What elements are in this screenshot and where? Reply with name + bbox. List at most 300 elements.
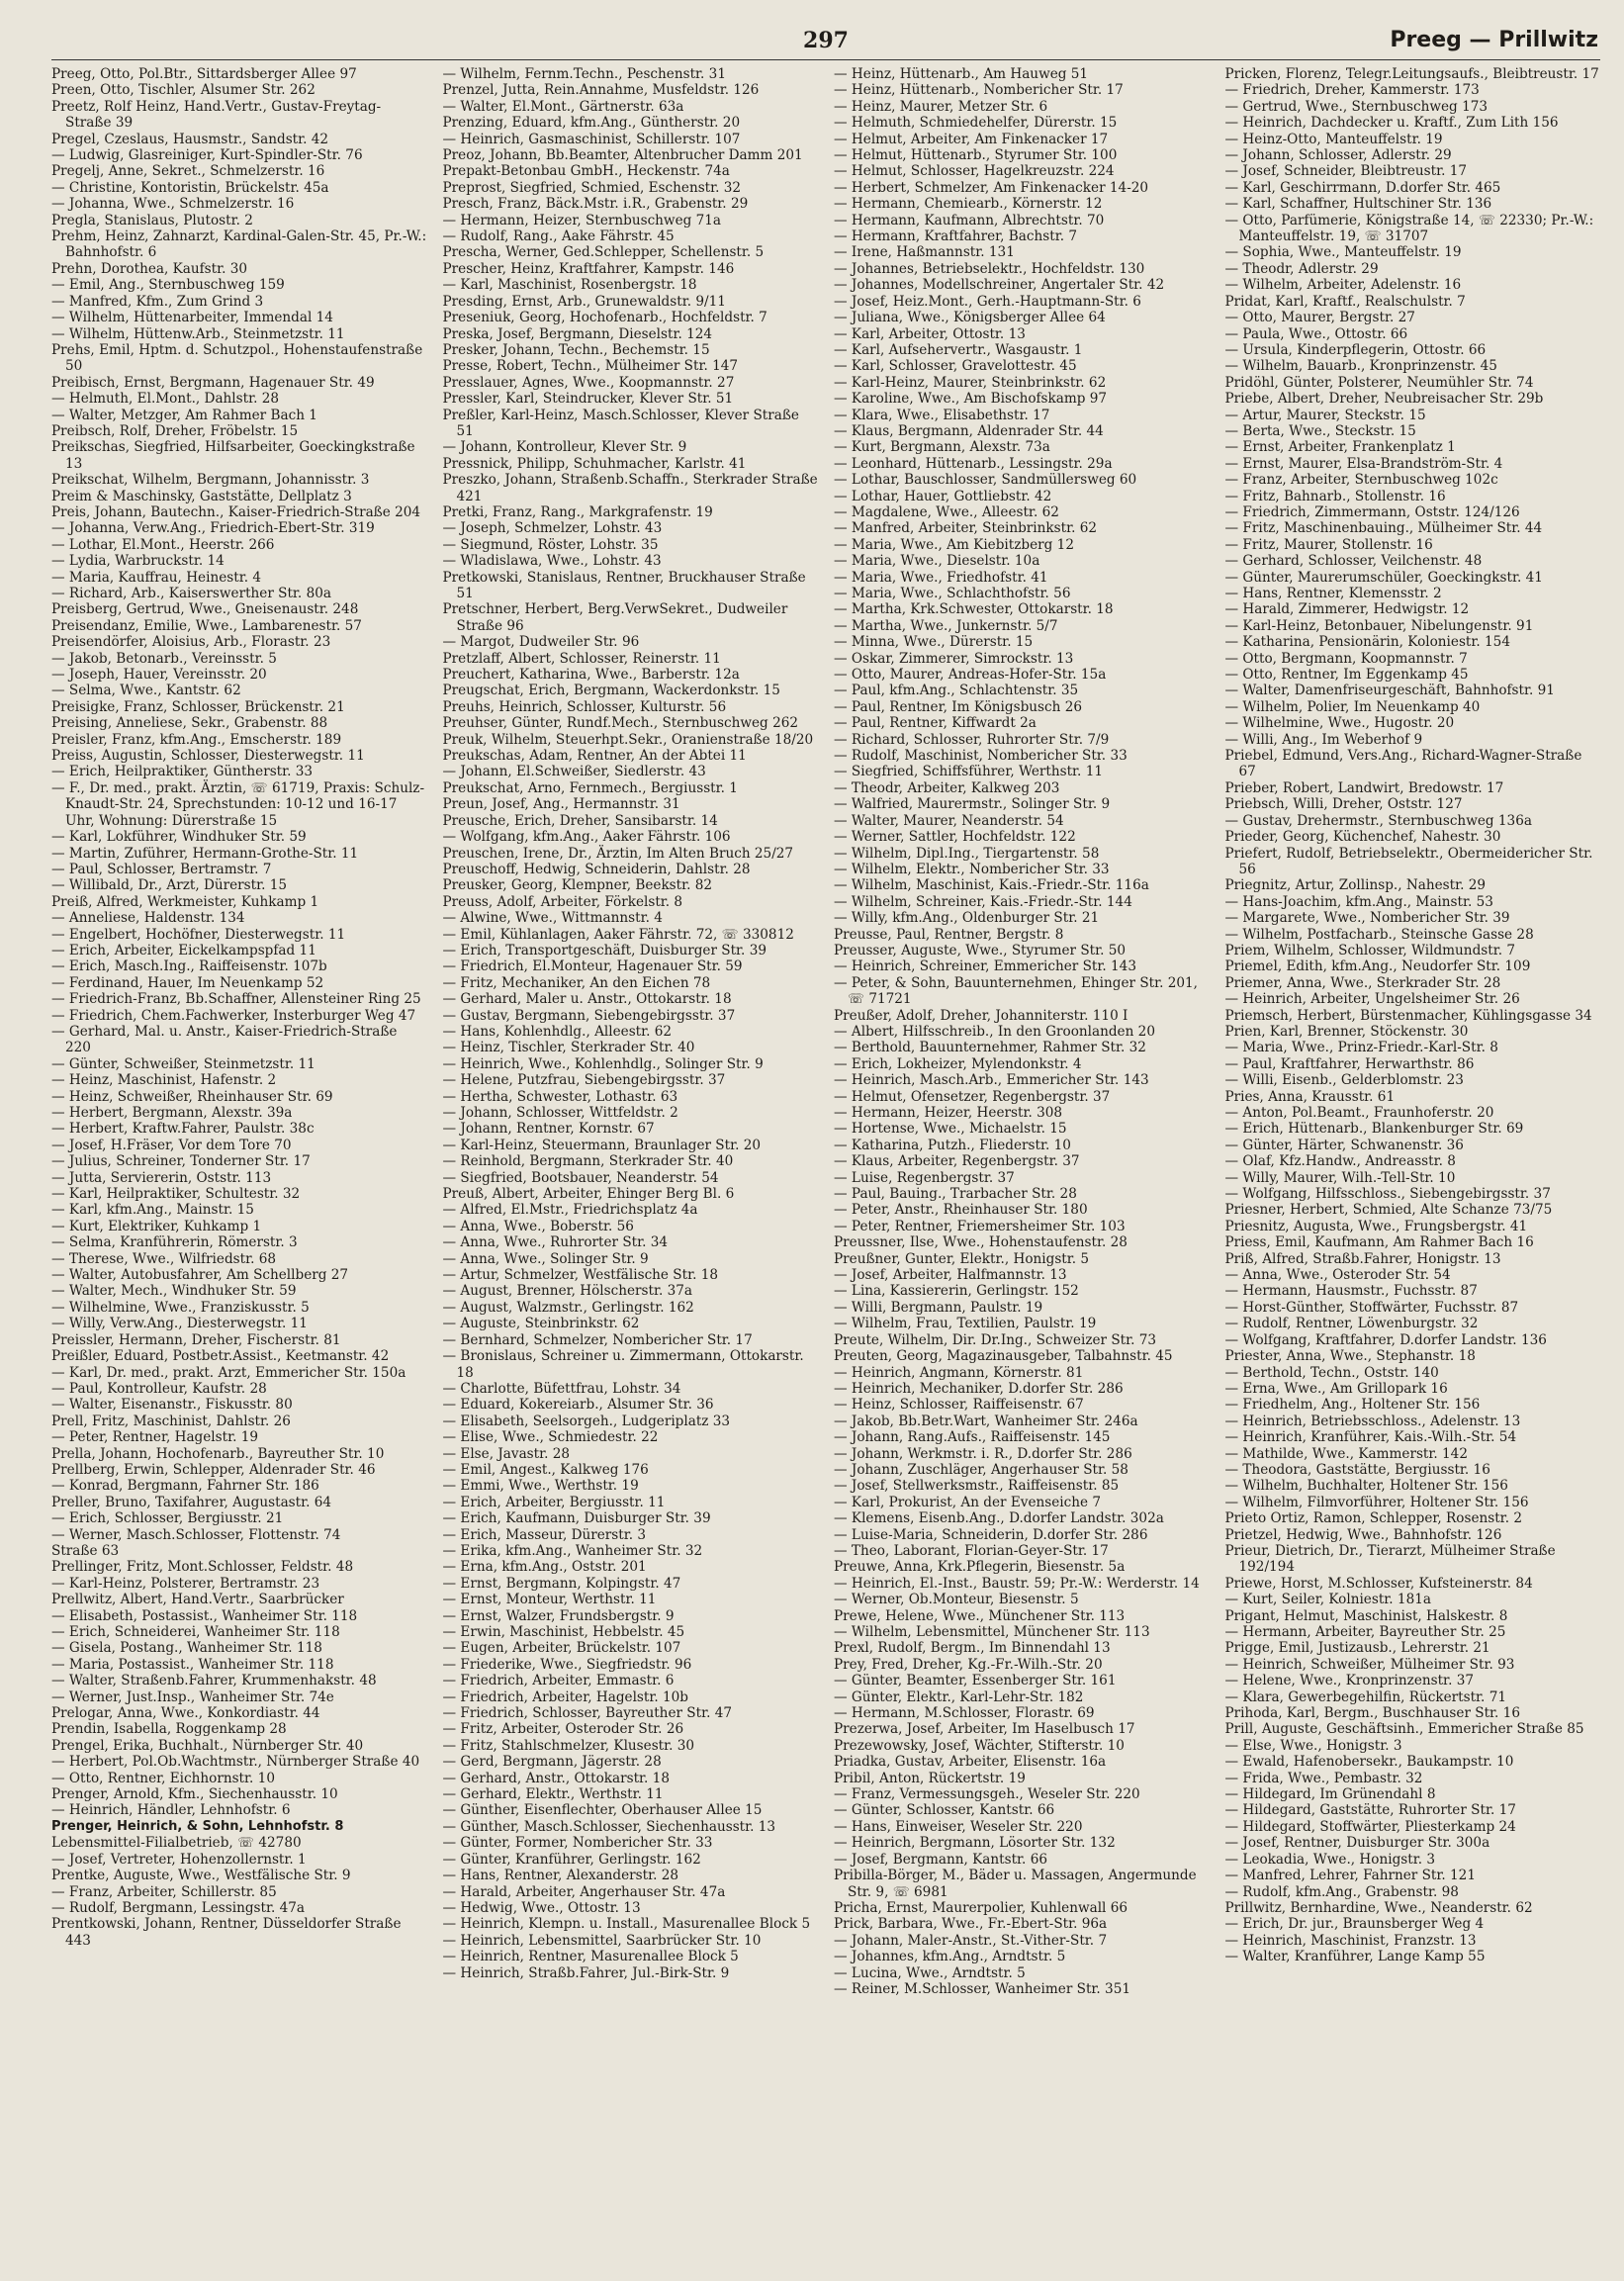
directory-entry: Prellinger, Fritz, Mont.Schlosser, Feldstr. 48	[51, 1559, 354, 1576]
directory-entry: Preussner, Ilse, Wwe., Hohenstaufenstr. 28	[834, 1234, 1128, 1251]
directory-entry: — F., Dr. med., prakt. Ärztin, ☏ 61719, Praxis: Schulz-Knaudt-Str. 24, Sprechstunden: 10-12 und 16-17 Uhr, Wohnung: Dürerstraße 15	[51, 779, 425, 829]
directory-entry: — Karl, Schlosser, Gravelottestr. 45	[834, 358, 1077, 375]
directory-entry: Preuß, Albert, Arbeiter, Ehinger Berg Bl. 6	[442, 1186, 735, 1203]
directory-entry: — Manfred, Lehrer, Fahrner Str. 121	[1224, 1868, 1476, 1884]
directory-entry: Preisler, Franz, kfm.Ang., Emscherstr. 189	[51, 731, 342, 748]
directory-entry: — Wilhelm, Lebensmittel, Münchener Str. 113	[834, 1624, 1150, 1640]
directory-entry: — Lothar, Hauer, Gottliebstr. 42	[834, 488, 1052, 504]
directory-entry: Preetz, Rolf Heinz, Hand.Vertr., Gustav-Freytag-Straße 39	[51, 98, 382, 132]
directory-entry: Preiss, Augustin, Schlosser, Diesterwegstr. 11	[51, 748, 365, 765]
directory-entry: — Klara, Wwe., Elisabethstr. 17	[834, 407, 1050, 423]
directory-entry: — Wilhelm, Polier, Im Neuenkamp 40	[1224, 698, 1481, 715]
directory-entry: — Wilhelm, Bauarb., Kronprinzenstr. 45	[1224, 358, 1497, 375]
directory-entry: Pregelj, Anne, Sekret., Schmelzerstr. 16	[51, 163, 325, 180]
directory-entry: — Charlotte, Büfettfrau, Lohstr. 34	[442, 1380, 681, 1397]
directory-entry: — Magdalene, Wwe., Alleestr. 62	[834, 503, 1059, 520]
directory-entry: Preis, Johann, Bautechn., Kaiser-Friedrich-Straße 204	[51, 503, 421, 520]
directory-entry: Preikschas, Siegfried, Hilfsarbeiter, Goeckingkstraße 13	[51, 439, 415, 472]
directory-entry: — Christine, Kontoristin, Brückelstr. 45a	[51, 179, 329, 196]
directory-entry: — Herbert, Bergmann, Alexstr. 39a	[51, 1105, 293, 1121]
directory-entry: — Heinrich, Rentner, Masurenallee Block 5	[442, 1949, 739, 1965]
directory-entry: Presding, Ernst, Arb., Grunewaldstr. 9/11	[442, 293, 726, 310]
directory-entry: — Josef, Heiz.Mont., Gerh.-Hauptmann-Str. 6	[834, 293, 1141, 310]
directory-entry: — Ernst, Bergmann, Kolpingstr. 47	[442, 1575, 681, 1592]
directory-entry: — Gustav, Bergmann, Siebengebirgsstr. 37	[442, 1007, 736, 1024]
directory-entry: Prewe, Helene, Wwe., Münchener Str. 113	[834, 1607, 1126, 1624]
directory-entry: — Hildegard, Stoffwärter, Pliesterkamp 24	[1224, 1818, 1516, 1835]
directory-entry: — Erich, Schneiderei, Wanheimer Str. 118	[51, 1624, 340, 1640]
directory-entry: Prentkowski, Johann, Rentner, Düsseldorfer Straße 443	[51, 1916, 402, 1949]
directory-entry: — Hortense, Wwe., Michaelstr. 15	[834, 1121, 1067, 1138]
directory-entry: — Wilhelm, Elektr., Nombericher Str. 33	[834, 861, 1110, 877]
directory-entry: — Helmut, Arbeiter, Am Finkenacker 17	[834, 131, 1109, 147]
directory-entry: — Theodr, Arbeiter, Kalkweg 203	[834, 779, 1060, 796]
directory-entry: — Gertrud, Wwe., Sternbuschweg 173	[1224, 98, 1489, 115]
directory-entry: — Maria, Wwe., Schlachthofstr. 56	[834, 586, 1071, 601]
directory-entry: — Johannes, kfm.Ang., Arndtstr. 5	[834, 1949, 1066, 1965]
directory-entry: — Günter, Beamter, Essenberger Str. 161	[834, 1673, 1117, 1689]
directory-entry: Prenzel, Jutta, Rein.Annahme, Musfeldstr. 126	[442, 82, 760, 99]
directory-entry: — Heinz, Tischler, Sterkrader Str. 40	[442, 1040, 695, 1056]
directory-column-4	[1225, 66, 1601, 1997]
directory-entry: — Erich, Schlosser, Bergiusstr. 21	[51, 1510, 284, 1527]
directory-entry: — Hermann, Heizer, Heerstr. 308	[834, 1105, 1063, 1121]
directory-entry: Preißler, Eduard, Postbetr.Assist., Keetmanstr. 42	[51, 1348, 390, 1365]
directory-entry: — Klara, Gewerbegehilfin, Rückertstr. 71	[1224, 1688, 1506, 1705]
directory-entry: Priegnitz, Artur, Zollinsp., Nahestr. 29	[1224, 877, 1487, 894]
directory-entry: — Heinrich, Arbeiter, Ungelsheimer Str. 26	[1224, 991, 1520, 1008]
directory-entry: Preuss, Adolf, Arbeiter, Förkelstr. 8	[442, 893, 683, 910]
directory-entry: — Artur, Schmelzer, Westfälische Str. 18	[442, 1267, 719, 1284]
directory-entry: — Ernst, Walzer, Frundsbergstr. 9	[442, 1607, 675, 1624]
directory-entry: — August, Brenner, Hölscherstr. 37a	[442, 1283, 693, 1300]
directory-entry: — Reinhold, Bergmann, Sterkrader Str. 40	[442, 1153, 734, 1170]
directory-entry: — Ferdinand, Hauer, Im Neuenkamp 52	[51, 974, 324, 991]
directory-entry: — Heinz, Schlosser, Raiffeisenstr. 67	[834, 1397, 1084, 1414]
directory-entry: — Ernst, Monteur, Werthstr. 11	[442, 1592, 657, 1608]
directory-entry: — Werner, Masch.Schlosser, Flottenstr. 74	[51, 1526, 341, 1543]
directory-entry: — Peter, & Sohn, Bauunternehmen, Ehinger Str. 201, ☏ 71721	[834, 974, 1199, 1008]
directory-entry: Prell, Fritz, Maschinist, Dahlstr. 26	[51, 1413, 291, 1429]
directory-entry: — Paul, Kraftfahrer, Herwarthstr. 86	[1224, 1055, 1475, 1072]
directory-entry: Preuwe, Anna, Krk.Pflegerin, Biesenstr. 5a	[834, 1559, 1126, 1576]
directory-entry: — Josef, Arbeiter, Halfmannstr. 13	[834, 1267, 1067, 1284]
directory-entry: Preising, Anneliese, Sekr., Grabenstr. 88	[51, 715, 328, 732]
directory-entry: — Johann, Rentner, Kornstr. 67	[442, 1121, 655, 1138]
directory-entry: Preisberg, Gertrud, Wwe., Gneisenaustr. 248	[51, 601, 359, 618]
directory-entry: — Konrad, Bergmann, Fahrner Str. 186	[51, 1478, 319, 1495]
directory-entry: — Harald, Arbeiter, Angerhauser Str. 47a	[442, 1883, 726, 1900]
directory-entry: — Willy, kfm.Ang., Oldenburger Str. 21	[834, 910, 1100, 927]
directory-entry: Pribil, Anton, Rückertstr. 19	[834, 1770, 1026, 1786]
directory-entry: — Helmuth, Schmiedehelfer, Dürerstr. 15	[834, 115, 1118, 132]
directory-entry: — Friedrich, Zimmermann, Oststr. 124/126	[1224, 503, 1520, 520]
directory-entry: — Mathilde, Wwe., Kammerstr. 142	[1224, 1445, 1468, 1462]
directory-entry: — Günter, Kranführer, Gerlingstr. 162	[442, 1851, 701, 1868]
directory-entry: — Paula, Wwe., Ottostr. 66	[1224, 325, 1408, 342]
directory-entry: — Artur, Maurer, Steckstr. 15	[1224, 407, 1426, 423]
directory-entry: — Emmi, Wwe., Werthstr. 19	[442, 1478, 639, 1495]
directory-entry: Priem, Wilhelm, Schlosser, Wildmundstr. 7	[1224, 942, 1515, 958]
directory-entry: — Berta, Wwe., Steckstr. 15	[1224, 422, 1416, 439]
directory-entry: Preibisch, Ernst, Bergmann, Hagenauer Str. 49	[51, 374, 375, 391]
directory-entry: Preußner, Gunter, Elektr., Honigstr. 5	[834, 1250, 1090, 1267]
directory-entry: Preute, Wilhelm, Dir. Dr.Ing., Schweizer Str. 73	[834, 1331, 1157, 1348]
directory-entry: — Hertha, Schwester, Lothastr. 63	[442, 1088, 678, 1105]
directory-entry: Prieto Ortiz, Ramon, Schlepper, Rosenstr. 2	[1224, 1510, 1522, 1527]
directory-entry: Prenger, Arnold, Kfm., Siechenhausstr. 10	[51, 1786, 338, 1803]
directory-entry: — Luise-Maria, Schneiderin, D.dorfer Str. 286	[834, 1526, 1148, 1543]
directory-entry: — Helmut, Ofensetzer, Regenbergstr. 37	[834, 1088, 1111, 1105]
directory-entry: Prellberg, Erwin, Schlepper, Aldenrader Str. 46	[51, 1461, 376, 1478]
directory-entry: Prigge, Emil, Justizausb., Lehrerstr. 21	[1224, 1640, 1490, 1657]
directory-entry: — Albert, Hilfsschreib., In den Groonlanden 20	[834, 1023, 1155, 1040]
directory-entry: Priefert, Rudolf, Betriebselektr., Obermeidericher Str. 56	[1224, 845, 1593, 877]
directory-entry: — Otto, Maurer, Bergstr. 27	[1224, 310, 1415, 326]
directory-entry: — Paul, Schlosser, Bertramstr. 7	[51, 861, 272, 877]
directory-entry: Preseniuk, Georg, Hochofenarb., Hochfeldstr. 7	[442, 310, 767, 326]
directory-entry: Pretzlaff, Albert, Schlosser, Reinerstr. 11	[442, 650, 721, 667]
directory-entry: — Ursula, Kinderpflegerin, Ottostr. 66	[1224, 341, 1487, 358]
directory-entry: — Karl-Heinz, Maurer, Steinbrinkstr. 62	[834, 374, 1107, 391]
directory-entry: Preim & Maschinsky, Gaststätte, Dellplatz 3	[51, 488, 352, 504]
directory-entry: — Friedrich, Chem.Fachwerker, Insterburger Weg 47	[51, 1007, 416, 1024]
directory-entry: Prescha, Werner, Ged.Schlepper, Schellenstr. 5	[442, 244, 765, 261]
directory-entry: — Karl, Prokurist, An der Evenseiche 7	[834, 1494, 1102, 1510]
directory-entry: Preugschat, Erich, Bergmann, Wackerdonkstr. 15	[442, 683, 780, 699]
directory-entry: — Margot, Dudweiler Str. 96	[442, 634, 640, 651]
directory-entry: — Emil, Kühlanlagen, Aaker Fährstr. 72, ☏ 330812	[442, 926, 794, 943]
directory-column-2	[443, 66, 819, 1997]
directory-entry: — Richard, Schlosser, Ruhrorter Str. 7/9	[834, 731, 1110, 748]
directory-entry: Priesnitz, Augusta, Wwe., Frungsbergstr. 41	[1224, 1218, 1528, 1234]
directory-entry: Prien, Karl, Brenner, Stöckenstr. 30	[1224, 1023, 1469, 1040]
directory-entry: — Eduard, Kokereiarb., Alsumer Str. 36	[442, 1397, 714, 1414]
directory-entry: — Else, Javastr. 28	[442, 1445, 571, 1462]
directory-entry: — Martin, Zuführer, Hermann-Grothe-Str. 11	[51, 845, 359, 862]
directory-entry: — Wolfgang, kfm.Ang., Aaker Fährstr. 106	[442, 829, 731, 846]
directory-entry: — Heinz, Maschinist, Hafenstr. 2	[51, 1072, 277, 1089]
directory-entry: — Josef, Vertreter, Hohenzollernstr. 1	[51, 1851, 307, 1868]
directory-entry: — Rudolf, Bergmann, Lessingstr. 47a	[51, 1899, 306, 1916]
directory-entry: — Lucina, Wwe., Arndtstr. 5	[834, 1964, 1026, 1981]
directory-entry: — Rudolf, Rentner, Löwenburgstr. 32	[1224, 1316, 1479, 1332]
directory-entry: Priemsch, Herbert, Bürstenmacher, Kühlingsgasse 34	[1224, 1007, 1592, 1024]
directory-entry: — Willy, Maurer, Wilh.-Tell-Str. 10	[1224, 1169, 1456, 1186]
directory-entry: — Irene, Haßmannstr. 131	[834, 244, 1015, 261]
directory-entry: — Erich, Hüttenarb., Blankenburger Str. 69	[1224, 1121, 1524, 1138]
directory-entry: — Anneliese, Haldenstr. 134	[51, 910, 245, 927]
directory-entry: — Franz, Arbeiter, Schillerstr. 85	[51, 1883, 277, 1900]
directory-entry: — Josef, Rentner, Duisburger Str. 300a	[1224, 1835, 1490, 1852]
directory-entry: — Gerd, Bergmann, Jägerstr. 28	[442, 1754, 662, 1771]
directory-entry: — Helene, Wwe., Kronprinzenstr. 37	[1224, 1673, 1475, 1689]
directory-entry: — Theodr, Adlerstr. 29	[1224, 260, 1379, 277]
directory-entry: Prieber, Robert, Landwirt, Bredowstr. 17	[1224, 779, 1504, 796]
directory-entry: — Bronislaus, Schreiner u. Zimmermann, Ottokarstr. 18	[442, 1348, 804, 1381]
directory-entry: — Karl, kfm.Ang., Mainstr. 15	[51, 1202, 254, 1219]
directory-entry: — Reiner, M.Schlosser, Wanheimer Str. 351	[834, 1980, 1131, 1997]
directory-entry: — Hermann, Arbeiter, Bayreuther Str. 25	[1224, 1624, 1506, 1640]
directory-entry: — Siegfried, Schiffsführer, Werthstr. 11	[834, 764, 1103, 780]
directory-entry: — Willi, Ang., Im Weberhof 9	[1224, 731, 1423, 748]
directory-entry: Preoz, Johann, Bb.Beamter, Altenbrucher Damm 201	[442, 147, 803, 164]
directory-entry: — Karl-Heinz, Polsterer, Bertramstr. 23	[51, 1575, 320, 1592]
directory-entry: — Karl, Dr. med., prakt. Arzt, Emmericher Str. 150a	[51, 1364, 406, 1381]
directory-entry: — Walter, Metzger, Am Rahmer Bach 1	[51, 407, 317, 423]
directory-entry: — Werner, Sattler, Hochfeldstr. 122	[834, 829, 1076, 846]
directory-entry: Presch, Franz, Bäck.Mstr. i.R., Grabenstr. 29	[442, 196, 749, 213]
directory-entry: — Werner, Ob.Monteur, Biesenstr. 5	[834, 1592, 1079, 1608]
directory-entry: — Ewald, Hafenobersekr., Baukampstr. 10	[1224, 1754, 1514, 1771]
directory-entry: — Heinrich, Bergmann, Lösorter Str. 132	[834, 1835, 1116, 1852]
directory-entry: — Lina, Kassiererin, Gerlingstr. 152	[834, 1283, 1079, 1300]
directory-entry: — Lothar, El.Mont., Heerstr. 266	[51, 536, 275, 553]
directory-entry: Preukschat, Arno, Fernmech., Bergiusstr. 1	[442, 779, 738, 796]
directory-entry: — Berthold, Bauunternehmer, Rahmer Str. 32	[834, 1040, 1146, 1056]
directory-entry: — Elise, Wwe., Schmiedestr. 22	[442, 1429, 659, 1446]
directory-entry: — Helmut, Schlosser, Hagelkreuzstr. 224	[834, 163, 1115, 180]
directory-entry: Pregla, Stanislaus, Plutostr. 2	[51, 212, 253, 228]
directory-entry: Preissler, Hermann, Dreher, Fischerstr. 81	[51, 1331, 341, 1348]
directory-entry: — Günter, Härter, Schwanenstr. 36	[1224, 1137, 1464, 1153]
directory-entry: — Johann, Kontrolleur, Klever Str. 9	[442, 439, 687, 456]
directory-entry: — Joseph, Schmelzer, Lohstr. 43	[442, 520, 663, 537]
directory-entry: — Kurt, Seiler, Kolniestr. 181a	[1224, 1592, 1431, 1608]
directory-entry: — Wilhelm, Arbeiter, Adelenstr. 16	[1224, 277, 1462, 294]
directory-entry: Prezerwa, Josef, Arbeiter, Im Haselbusch 17	[834, 1721, 1135, 1738]
directory-entry: — Johann, Rang.Aufs., Raiffeisenstr. 145	[834, 1429, 1111, 1446]
directory-entry: Presse, Robert, Techn., Mülheimer Str. 147	[442, 358, 739, 375]
directory-entry: Preibsch, Rolf, Dreher, Fröbelstr. 15	[51, 422, 299, 439]
directory-entry: — Heinrich, El.-Inst., Baustr. 59; Pr.-W.: Werderstr. 14	[834, 1575, 1200, 1592]
directory-entry: — Wolfgang, Hilfsschloss., Siebengebirgsstr. 37	[1224, 1186, 1551, 1203]
directory-entry: — Paul, Rentner, Kiffwardt 2a	[834, 715, 1037, 732]
directory-entry: — Karl, Lokführer, Windhuker Str. 59	[51, 829, 307, 846]
directory-entry: — Erich, Lokheizer, Mylendonkstr. 4	[834, 1055, 1082, 1072]
directory-entry: — Erich, Transportgeschäft, Duisburger Str. 39	[442, 942, 767, 958]
directory-entry: — Heinz, Hüttenarb., Nombericher Str. 17	[834, 82, 1124, 99]
directory-entry: — Josef, H.Fräser, Vor dem Tore 70	[51, 1137, 292, 1153]
directory-entry: — Joseph, Hauer, Vereinsstr. 20	[51, 667, 267, 684]
directory-entry: — Erich, Masseur, Dürerstr. 3	[442, 1526, 647, 1543]
directory-entry: — Johann, El.Schweißer, Siedlerstr. 43	[442, 764, 706, 780]
directory-entry: — Gisela, Postang., Wanheimer Str. 118	[51, 1640, 322, 1657]
directory-entry: — Heinz, Schweißer, Rheinhauser Str. 69	[51, 1088, 333, 1105]
directory-entry: Preska, Josef, Bergmann, Dieselstr. 124	[442, 325, 713, 342]
directory-entry: Preisigke, Franz, Schlosser, Brückenstr. 21	[51, 698, 345, 715]
directory-entry: — Walter, El.Mont., Gärtnerstr. 63a	[442, 98, 684, 115]
directory-entry: — Erna, kfm.Ang., Oststr. 201	[442, 1559, 647, 1576]
directory-entry: — Hermann, M.Schlosser, Florastr. 69	[834, 1705, 1095, 1722]
directory-entry: — Jakob, Bb.Betr.Wart, Wanheimer Str. 246a	[834, 1413, 1138, 1429]
directory-entry: — Margarete, Wwe., Nombericher Str. 39	[1224, 910, 1510, 927]
directory-entry: — Eugen, Arbeiter, Brückelstr. 107	[442, 1640, 681, 1657]
directory-columns	[51, 66, 1600, 1997]
directory-entry: Prellwitz, Albert, Hand.Vertr., Saarbrücker	[51, 1592, 344, 1608]
directory-entry: — Frida, Wwe., Pembastr. 32	[1224, 1770, 1423, 1786]
directory-entry: — Erich, Masch.Ing., Raiffeisenstr. 107b	[51, 958, 327, 975]
directory-entry: — Heinz-Otto, Manteuffelstr. 19	[1224, 131, 1443, 147]
directory-entry: — Wilhelm, Buchhalter, Holtener Str. 156	[1224, 1478, 1508, 1495]
directory-entry: — Theodora, Gaststätte, Bergiusstr. 16	[1224, 1461, 1490, 1478]
directory-entry: Prenzing, Eduard, kfm.Ang., Güntherstr. 20	[442, 115, 741, 132]
directory-entry: — Otto, Bergmann, Koopmannstr. 7	[1224, 650, 1468, 667]
directory-entry: — Friedhelm, Ang., Holtener Str. 156	[1224, 1397, 1481, 1414]
directory-entry: — Hermann, Hausmstr., Fuchsstr. 87	[1224, 1283, 1478, 1300]
directory-entry: — Fritz, Mechaniker, An den Eichen 78	[442, 974, 711, 991]
directory-entry: — Maria, Wwe., Am Kiebitzberg 12	[834, 536, 1074, 553]
directory-entry: — Manfred, Arbeiter, Steinbrinkstr. 62	[834, 520, 1098, 537]
directory-entry: Prey, Fred, Dreher, Kg.-Fr.-Wilh.-Str. 20	[834, 1656, 1103, 1673]
directory-entry: — Alfred, El.Mstr., Friedrichsplatz 4a	[442, 1202, 698, 1219]
directory-entry: — Anna, Wwe., Osteroder Str. 54	[1224, 1267, 1451, 1284]
directory-entry: — Heinrich, Händler, Lehnhofstr. 6	[51, 1802, 291, 1819]
directory-entry: — Leokadia, Wwe., Honigstr. 3	[1224, 1851, 1436, 1868]
directory-entry: — Hermann, Kraftfahrer, Bachstr. 7	[834, 228, 1077, 245]
directory-entry: — Willibald, Dr., Arzt, Dürerstr. 15	[51, 877, 288, 894]
directory-entry: — Willi, Bergmann, Paulstr. 19	[834, 1299, 1043, 1316]
directory-entry: — Maria, Wwe., Prinz-Friedr.-Karl-Str. 8	[1224, 1040, 1498, 1056]
directory-entry: Prehs, Emil, Hptm. d. Schutzpol., Hohenstaufenstraße 50	[51, 341, 423, 375]
directory-entry: — Walfried, Maurermstr., Solinger Str. 9	[834, 796, 1111, 813]
directory-entry: — Auguste, Steinbrinkstr. 62	[442, 1316, 640, 1332]
directory-entry: — Paul, Kontrolleur, Kaufstr. 28	[51, 1380, 267, 1397]
directory-entry: — Heinrich, Lebensmittel, Saarbrücker Str. 10	[442, 1932, 762, 1949]
directory-entry: — Gerhard, Mal. u. Anstr., Kaiser-Friedrich-Straße 220	[51, 1023, 398, 1056]
directory-entry: — Johannes, Modellschreiner, Angertaler Str. 42	[834, 277, 1165, 294]
directory-entry: Preßler, Karl-Heinz, Masch.Schlosser, Klever Straße 51	[442, 407, 799, 439]
directory-entry: — Helmut, Hüttenarb., Styrumer Str. 100	[834, 147, 1118, 164]
directory-entry: — Otto, Rentner, Eichhornstr. 10	[51, 1770, 275, 1786]
directory-entry: — Heinrich, Schreiner, Emmericher Str. 143	[834, 958, 1136, 975]
directory-entry: — Luise, Regenbergstr. 37	[834, 1169, 1015, 1186]
directory-entry: — Maria, Wwe., Friedhofstr. 41	[834, 569, 1048, 586]
directory-entry: — Otto, Rentner, Im Eggenkamp 45	[1224, 667, 1469, 684]
directory-entry: — Walter, Damenfriseurgeschäft, Bahnhofstr. 91	[1224, 683, 1555, 699]
directory-entry: — Willi, Eisenb., Gelderblomstr. 23	[1224, 1072, 1464, 1089]
directory-entry: — Selma, Kranführerin, Römerstr. 3	[51, 1234, 298, 1251]
directory-entry: Preisendanz, Emilie, Wwe., Lambarenestr. 57	[51, 617, 362, 634]
directory-entry: — Alwine, Wwe., Wittmannstr. 4	[442, 910, 663, 927]
directory-entry: — Wladislawa, Wwe., Lohstr. 43	[442, 553, 662, 570]
directory-entry: — Heinrich, Gasmaschinist, Schillerstr. 107	[442, 131, 741, 147]
directory-entry: — Günther, Masch.Schlosser, Siechenhausstr. 13	[442, 1818, 776, 1835]
directory-entry: Prexl, Rudolf, Bergm., Im Binnendahl 13	[834, 1640, 1111, 1657]
directory-entry: — Helmuth, El.Mont., Dahlstr. 28	[51, 391, 280, 408]
directory-entry: — Wilhelm, Hüttenw.Arb., Steinmetzstr. 11	[51, 325, 345, 342]
directory-entry: — Erich, Dr. jur., Braunsberger Weg 4	[1224, 1916, 1485, 1933]
directory-entry: Pressnick, Philipp, Schuhmacher, Karlstr. 41	[442, 455, 747, 472]
directory-entry: Priebsch, Willi, Dreher, Oststr. 127	[1224, 796, 1463, 813]
directory-entry: Preikschat, Wilhelm, Bergmann, Johannisstr. 3	[51, 472, 370, 489]
directory-entry: Preuschen, Irene, Dr., Ärztin, Im Alten Bruch 25/27	[442, 845, 794, 862]
directory-entry: — Wilhelm, Hüttenarbeiter, Immendal 14	[51, 310, 333, 326]
directory-entry: Prenger, Heinrich, & Sohn, Lehnhofstr. 8	[51, 1818, 344, 1834]
directory-entry: — Friedrich, Arbeiter, Emmastr. 6	[442, 1673, 675, 1689]
directory-entry: Preuhs, Heinrich, Schlosser, Kulturstr. 56	[442, 698, 727, 715]
directory-entry: — Paul, kfm.Ang., Schlachtenstr. 35	[834, 683, 1079, 699]
directory-entry: — Ernst, Maurer, Elsa-Brandström-Str. 4	[1224, 455, 1503, 472]
directory-entry: — Wilhelm, Fernm.Techn., Peschenstr. 31	[442, 66, 726, 82]
directory-entry: — Maria, Kauffrau, Heinestr. 4	[51, 569, 261, 586]
directory-entry: — Lothar, Bauschlosser, Sandmüllersweg 60	[834, 472, 1137, 489]
directory-entry: — Friedrich, Dreher, Kammerstr. 173	[1224, 82, 1480, 99]
directory-entry: Pretki, Franz, Rang., Markgrafenstr. 19	[442, 503, 713, 520]
directory-entry: — Hermann, Kaufmann, Albrechtstr. 70	[834, 212, 1105, 228]
directory-entry: — Anna, Wwe., Boberstr. 56	[442, 1218, 634, 1234]
directory-entry: — Heinrich, Maschinist, Franzstr. 13	[1224, 1932, 1477, 1949]
directory-entry: Preisendörfer, Aloisius, Arb., Florastr. 23	[51, 634, 331, 651]
directory-entry: — Wilhelm, Frau, Textilien, Paulstr. 19	[834, 1316, 1097, 1332]
directory-entry: — Walter, Straßenb.Fahrer, Krummenhakstr. 48	[51, 1673, 377, 1689]
directory-entry: — Martha, Krk.Schwester, Ottokarstr. 18	[834, 601, 1114, 618]
directory-entry: — Wilhelm, Dipl.Ing., Tiergartenstr. 58	[834, 845, 1100, 862]
directory-entry: — Heinrich, Straßb.Fahrer, Jul.-Birk-Str. 9	[442, 1964, 730, 1981]
directory-entry: Preusche, Erich, Dreher, Sansibarstr. 14	[442, 812, 718, 829]
directory-entry: — Heinrich, Betriebsschloss., Adelenstr. 13	[1224, 1413, 1521, 1429]
directory-entry: — Franz, Arbeiter, Sternbuschweg 102c	[1224, 472, 1498, 489]
directory-entry: Priester, Anna, Wwe., Stephanstr. 18	[1224, 1348, 1476, 1365]
directory-entry: — Fritz, Stahlschmelzer, Klusestr. 30	[442, 1737, 695, 1754]
directory-entry: — Johanna, Verw.Ang., Friedrich-Ebert-Str. 319	[51, 520, 375, 537]
directory-entry: — Friedrich, El.Monteur, Hagenauer Str. 59	[442, 958, 743, 975]
page-header	[51, 28, 1600, 60]
directory-entry: — Franz, Vermessungsgeh., Weseler Str. 220	[834, 1786, 1140, 1803]
directory-entry: — Klaus, Bergmann, Aldenrader Str. 44	[834, 422, 1104, 439]
directory-entry: Preuhser, Günter, Rundf.Mech., Sternbuschweg 262	[442, 715, 799, 732]
directory-entry: Preuchert, Katharina, Wwe., Barberstr. 12a	[442, 667, 740, 684]
directory-entry: — Oskar, Zimmerer, Simrockstr. 13	[834, 650, 1074, 667]
directory-entry: Pregel, Czeslaus, Hausmstr., Sandstr. 42	[51, 131, 329, 147]
directory-entry: — Paul, Rentner, Im Königsbusch 26	[834, 698, 1082, 715]
directory-entry: — Heinrich, Mechaniker, D.dorfer Str. 286	[834, 1380, 1124, 1397]
directory-entry: — Horst-Günther, Stoffwärter, Fuchsstr. 87	[1224, 1299, 1519, 1316]
directory-entry: — Gerhard, Maler u. Anstr., Ottokarstr. 18	[442, 991, 732, 1008]
directory-entry: — Hans-Joachim, kfm.Ang., Mainstr. 53	[1224, 893, 1493, 910]
directory-entry: Prendin, Isabella, Roggenkamp 28	[51, 1721, 287, 1738]
directory-entry: — Juliana, Wwe., Königsberger Allee 64	[834, 310, 1106, 326]
directory-entry: — Siegfried, Bootsbauer, Neanderstr. 54	[442, 1169, 719, 1186]
directory-entry: — Elisabeth, Postassist., Wanheimer Str. 118	[51, 1607, 358, 1624]
directory-entry: — Fritz, Bahnarb., Stollenstr. 16	[1224, 488, 1446, 504]
directory-entry: Pressler, Karl, Steindrucker, Klever Str. 51	[442, 391, 734, 408]
directory-entry: — Theo, Laborant, Florian-Geyer-Str. 17	[834, 1542, 1109, 1559]
directory-entry: Preusker, Georg, Klempner, Beekstr. 82	[442, 877, 713, 894]
directory-entry: — Walter, Eisenanstr., Fiskusstr. 80	[51, 1397, 293, 1414]
directory-entry: — Erich, Kaufmann, Duisburger Str. 39	[442, 1510, 711, 1527]
directory-entry: Prelogar, Anna, Wwe., Konkordiastr. 44	[51, 1705, 320, 1722]
directory-entry: Preuschoff, Hedwig, Schneiderin, Dahlstr. 28	[442, 861, 751, 877]
directory-entry: Priadka, Gustav, Arbeiter, Elisenstr. 16a	[834, 1754, 1107, 1771]
directory-entry: — Therese, Wwe., Wilfriedstr. 68	[51, 1250, 277, 1267]
directory-entry: — Friedrich, Schlosser, Bayreuther Str. 47	[442, 1705, 733, 1722]
directory-entry: — Harald, Zimmerer, Hedwigstr. 12	[1224, 601, 1470, 618]
directory-entry: — Heinrich, Angmann, Körnerstr. 81	[834, 1364, 1084, 1381]
directory-entry: Prigant, Helmut, Maschinist, Halskestr. 8	[1224, 1607, 1508, 1624]
directory-entry: — Hildegard, Im Grünendahl 8	[1224, 1786, 1436, 1803]
directory-entry: — Wilhelmine, Wwe., Hugostr. 20	[1224, 715, 1455, 732]
directory-entry: Preller, Bruno, Taxifahrer, Augustastr. 64	[51, 1494, 332, 1510]
directory-column-1	[51, 66, 427, 1997]
directory-entry: — Heinz, Maurer, Metzer Str. 6	[834, 98, 1048, 115]
directory-entry: — Gerhard, Anstr., Ottokarstr. 18	[442, 1770, 670, 1786]
directory-entry: Prengel, Erika, Buchhalt., Nürnberger Str. 40	[51, 1737, 364, 1754]
directory-entry: Prezewowsky, Josef, Wächter, Stifterstr. 10	[834, 1737, 1125, 1754]
directory-entry: Prella, Johann, Hochofenarb., Bayreuther Str. 10	[51, 1445, 385, 1462]
directory-entry: Preuk, Wilhelm, Steuerhpt.Sekr., Oranienstraße 18/20	[442, 731, 814, 748]
directory-entry: Preusse, Paul, Rentner, Bergstr. 8	[834, 926, 1064, 943]
